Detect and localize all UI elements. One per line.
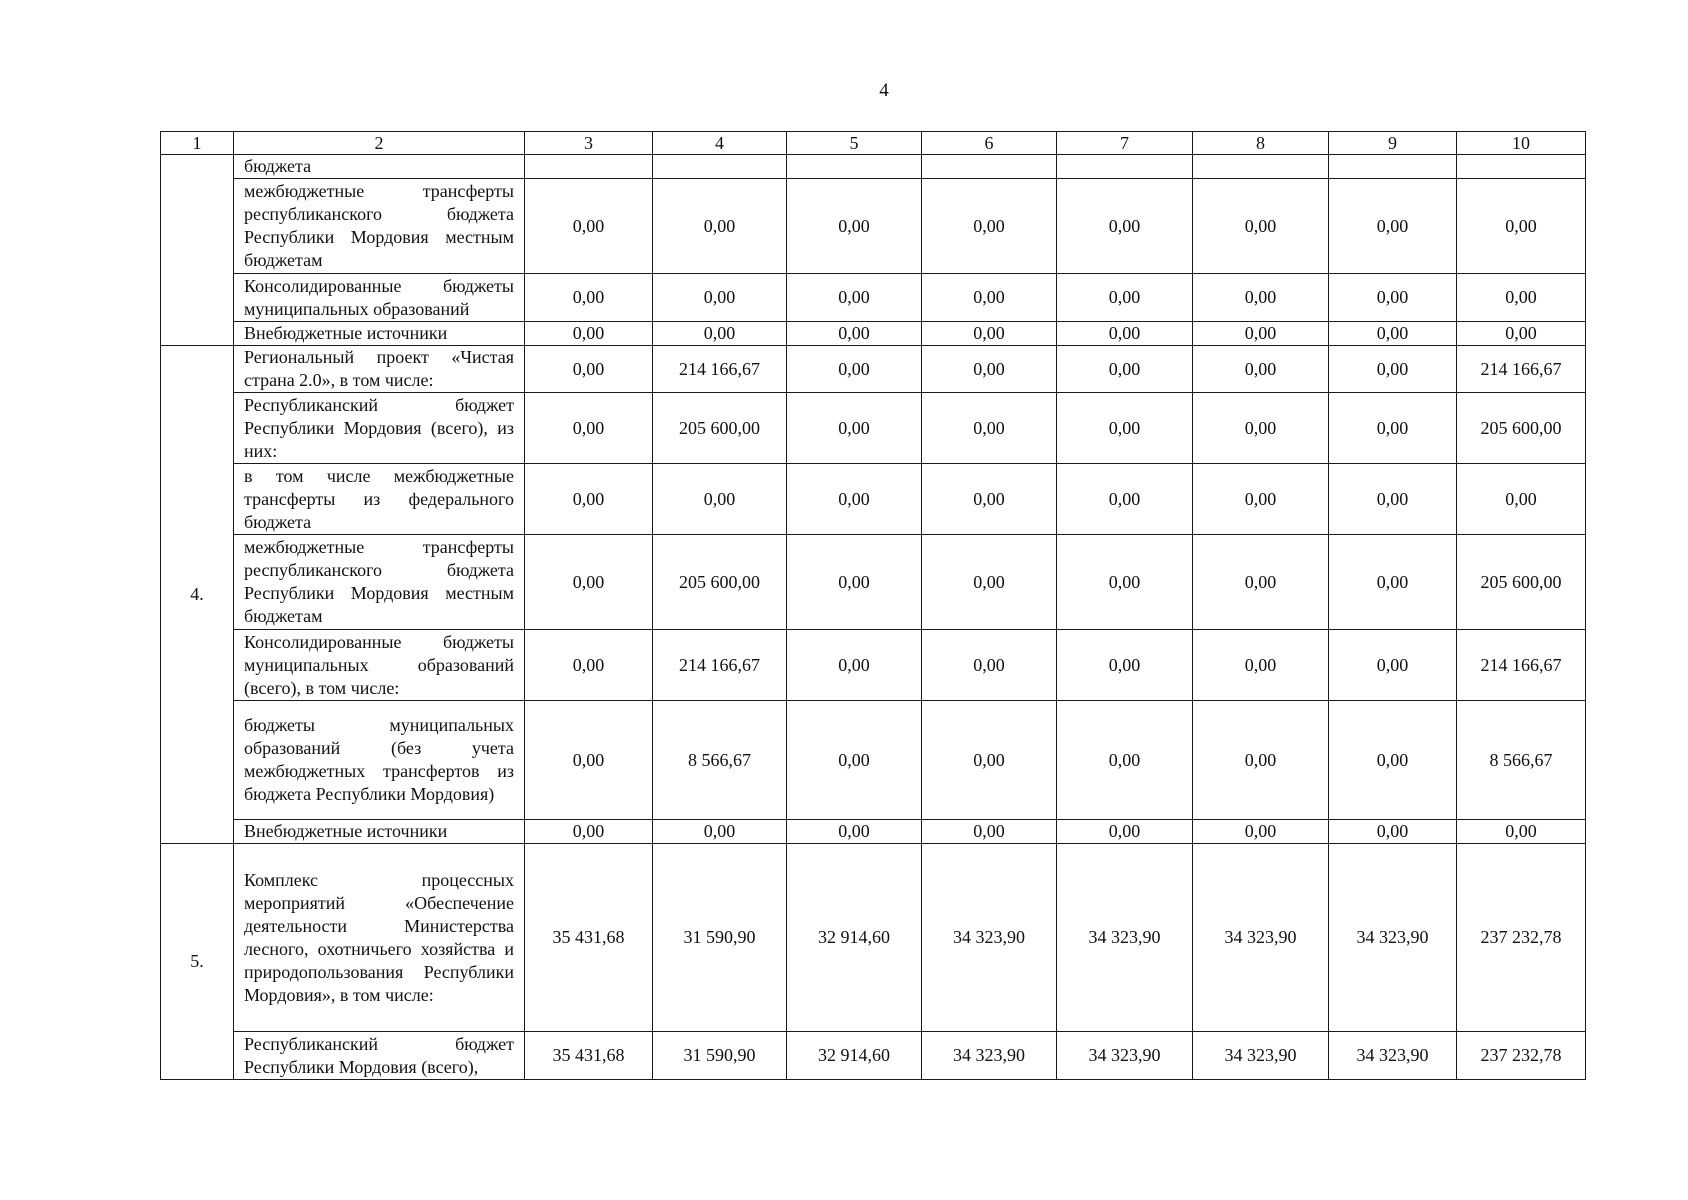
value-cell: 205 600,00 <box>653 393 787 464</box>
value-cell: 0,00 <box>525 820 653 844</box>
row-label: Региональный проект «Чистая страна 2.0», в том числе: <box>234 346 525 393</box>
value-cell: 0,00 <box>787 346 922 393</box>
value-cell: 205 600,00 <box>1457 535 1586 630</box>
value-cell: 0,00 <box>1057 322 1193 346</box>
row-label: Внебюджетные источники <box>234 322 525 346</box>
value-cell: 34 323,90 <box>1057 1032 1193 1080</box>
row-label: Республиканский бюджет Республики Мордовия (всего), из них: <box>234 393 525 464</box>
table-row <box>161 630 1586 701</box>
value-cell: 0,00 <box>787 393 922 464</box>
value-cell: 205 600,00 <box>1457 393 1586 464</box>
row-label: межбюджетные трансферты республиканского бюджета Республики Мордовия местным бюджетам <box>234 535 525 630</box>
value-cell: 214 166,67 <box>653 346 787 393</box>
row-label: Республиканский бюджет Республики Мордовия (всего), <box>234 1032 525 1080</box>
value-cell: 0,00 <box>922 346 1057 393</box>
value-cell: 0,00 <box>1057 274 1193 322</box>
value-cell: 0,00 <box>525 535 653 630</box>
value-cell: 34 323,90 <box>922 844 1057 1032</box>
value-cell: 0,00 <box>787 274 922 322</box>
table-row <box>161 844 1586 1032</box>
value-cell: 0,00 <box>1329 630 1457 701</box>
value-cell: 0,00 <box>525 464 653 535</box>
value-cell: 0,00 <box>1193 701 1329 820</box>
value-cell: 0,00 <box>1057 346 1193 393</box>
value-cell: 214 166,67 <box>653 630 787 701</box>
value-cell: 0,00 <box>1329 464 1457 535</box>
table-row <box>161 155 1586 179</box>
value-cell: 0,00 <box>787 322 922 346</box>
value-cell: 0,00 <box>1193 535 1329 630</box>
value-cell: 0,00 <box>1329 393 1457 464</box>
value-cell: 0,00 <box>525 274 653 322</box>
row-label: в том числе межбюджетные трансферты из федерального бюджета <box>234 464 525 535</box>
value-cell: 214 166,67 <box>1457 630 1586 701</box>
value-cell: 32 914,60 <box>787 1032 922 1080</box>
header-cell: 6 <box>922 132 1057 155</box>
value-cell: 0,00 <box>1193 393 1329 464</box>
table-row <box>161 274 1586 322</box>
value-cell <box>653 155 787 179</box>
value-cell: 0,00 <box>787 535 922 630</box>
value-cell <box>1457 155 1586 179</box>
value-cell <box>922 155 1057 179</box>
value-cell: 34 323,90 <box>922 1032 1057 1080</box>
value-cell: 205 600,00 <box>653 535 787 630</box>
table-row <box>161 322 1586 346</box>
table-row <box>161 393 1586 464</box>
value-cell: 0,00 <box>525 322 653 346</box>
value-cell: 0,00 <box>525 393 653 464</box>
value-cell: 31 590,90 <box>653 844 787 1032</box>
value-cell: 35 431,68 <box>525 1032 653 1080</box>
value-cell <box>1057 155 1193 179</box>
value-cell <box>1193 155 1329 179</box>
value-cell: 32 914,60 <box>787 844 922 1032</box>
row-label: бюджета <box>234 155 525 179</box>
value-cell: 0,00 <box>1057 464 1193 535</box>
value-cell: 0,00 <box>525 179 653 274</box>
value-cell: 237 232,78 <box>1457 1032 1586 1080</box>
header-cell: 4 <box>653 132 787 155</box>
value-cell: 214 166,67 <box>1457 346 1586 393</box>
row-label: Комплекс процессных мероприятий «Обеспечение деятельности Министерства лесного, охотничьего хозяйства и природопользования Республики Мордовия», в том числе: <box>234 844 525 1032</box>
row-label: Консолидированные бюджеты муниципальных образований (всего), в том числе: <box>234 630 525 701</box>
value-cell: 0,00 <box>1193 630 1329 701</box>
value-cell: 0,00 <box>653 464 787 535</box>
value-cell: 34 323,90 <box>1329 1032 1457 1080</box>
value-cell: 0,00 <box>922 630 1057 701</box>
value-cell: 0,00 <box>787 179 922 274</box>
value-cell: 0,00 <box>653 179 787 274</box>
value-cell: 0,00 <box>787 820 922 844</box>
value-cell: 0,00 <box>1329 535 1457 630</box>
value-cell: 0,00 <box>1457 820 1586 844</box>
value-cell: 0,00 <box>787 630 922 701</box>
value-cell: 0,00 <box>1457 464 1586 535</box>
value-cell: 0,00 <box>1329 820 1457 844</box>
value-cell: 0,00 <box>1057 701 1193 820</box>
value-cell: 0,00 <box>1329 179 1457 274</box>
value-cell: 0,00 <box>922 701 1057 820</box>
budget-table <box>160 131 1586 1080</box>
value-cell <box>525 155 653 179</box>
value-cell: 0,00 <box>1057 393 1193 464</box>
header-cell: 9 <box>1329 132 1457 155</box>
value-cell: 0,00 <box>1057 820 1193 844</box>
value-cell: 237 232,78 <box>1457 844 1586 1032</box>
table-row <box>161 346 1586 393</box>
row-index-cell: 5. <box>161 844 234 1080</box>
value-cell: 0,00 <box>1193 274 1329 322</box>
value-cell <box>1329 155 1457 179</box>
value-cell <box>787 155 922 179</box>
value-cell: 0,00 <box>922 464 1057 535</box>
page-number: 4 <box>879 80 889 101</box>
value-cell: 0,00 <box>787 464 922 535</box>
header-cell: 8 <box>1193 132 1329 155</box>
value-cell: 34 323,90 <box>1193 844 1329 1032</box>
value-cell: 0,00 <box>1329 346 1457 393</box>
value-cell: 0,00 <box>922 322 1057 346</box>
table-row <box>161 820 1586 844</box>
value-cell: 0,00 <box>1457 179 1586 274</box>
header-cell: 7 <box>1057 132 1193 155</box>
value-cell: 0,00 <box>525 701 653 820</box>
header-cell: 10 <box>1457 132 1586 155</box>
value-cell: 0,00 <box>653 322 787 346</box>
value-cell: 34 323,90 <box>1057 844 1193 1032</box>
header-cell: 1 <box>161 132 234 155</box>
value-cell: 0,00 <box>653 820 787 844</box>
value-cell: 0,00 <box>922 274 1057 322</box>
value-cell: 0,00 <box>1193 464 1329 535</box>
value-cell: 0,00 <box>922 393 1057 464</box>
value-cell: 0,00 <box>1057 179 1193 274</box>
value-cell: 0,00 <box>922 535 1057 630</box>
value-cell: 0,00 <box>1193 179 1329 274</box>
table-row <box>161 1032 1586 1080</box>
value-cell: 0,00 <box>1057 535 1193 630</box>
header-cell: 3 <box>525 132 653 155</box>
row-label: Консолидированные бюджеты муниципальных образований <box>234 274 525 322</box>
row-index-cell <box>161 155 234 346</box>
value-cell: 0,00 <box>1193 346 1329 393</box>
value-cell: 8 566,67 <box>1457 701 1586 820</box>
value-cell: 0,00 <box>1329 322 1457 346</box>
value-cell: 0,00 <box>525 630 653 701</box>
header-cell: 5 <box>787 132 922 155</box>
value-cell: 34 323,90 <box>1329 844 1457 1032</box>
table-row <box>161 535 1586 630</box>
value-cell: 0,00 <box>1193 322 1329 346</box>
value-cell: 0,00 <box>525 346 653 393</box>
value-cell: 35 431,68 <box>525 844 653 1032</box>
table-row <box>161 701 1586 820</box>
row-label: межбюджетные трансферты республиканского бюджета Республики Мордовия местным бюджетам <box>234 179 525 274</box>
value-cell: 0,00 <box>922 179 1057 274</box>
value-cell: 0,00 <box>1057 630 1193 701</box>
value-cell: 0,00 <box>787 701 922 820</box>
value-cell: 34 323,90 <box>1193 1032 1329 1080</box>
table-row <box>161 464 1586 535</box>
value-cell: 31 590,90 <box>653 1032 787 1080</box>
value-cell: 0,00 <box>1457 322 1586 346</box>
table-row <box>161 179 1586 274</box>
row-index-cell: 4. <box>161 346 234 844</box>
value-cell: 0,00 <box>1193 820 1329 844</box>
value-cell: 0,00 <box>1457 274 1586 322</box>
value-cell: 0,00 <box>1329 701 1457 820</box>
header-cell: 2 <box>234 132 525 155</box>
value-cell: 8 566,67 <box>653 701 787 820</box>
value-cell: 0,00 <box>653 274 787 322</box>
header-row <box>161 132 1586 155</box>
value-cell: 0,00 <box>922 820 1057 844</box>
value-cell: 0,00 <box>1329 274 1457 322</box>
row-label: бюджеты муниципальных образований (без учета межбюджетных трансфертов из бюджета Республики Мордовия) <box>234 701 525 820</box>
row-label: Внебюджетные источники <box>234 820 525 844</box>
